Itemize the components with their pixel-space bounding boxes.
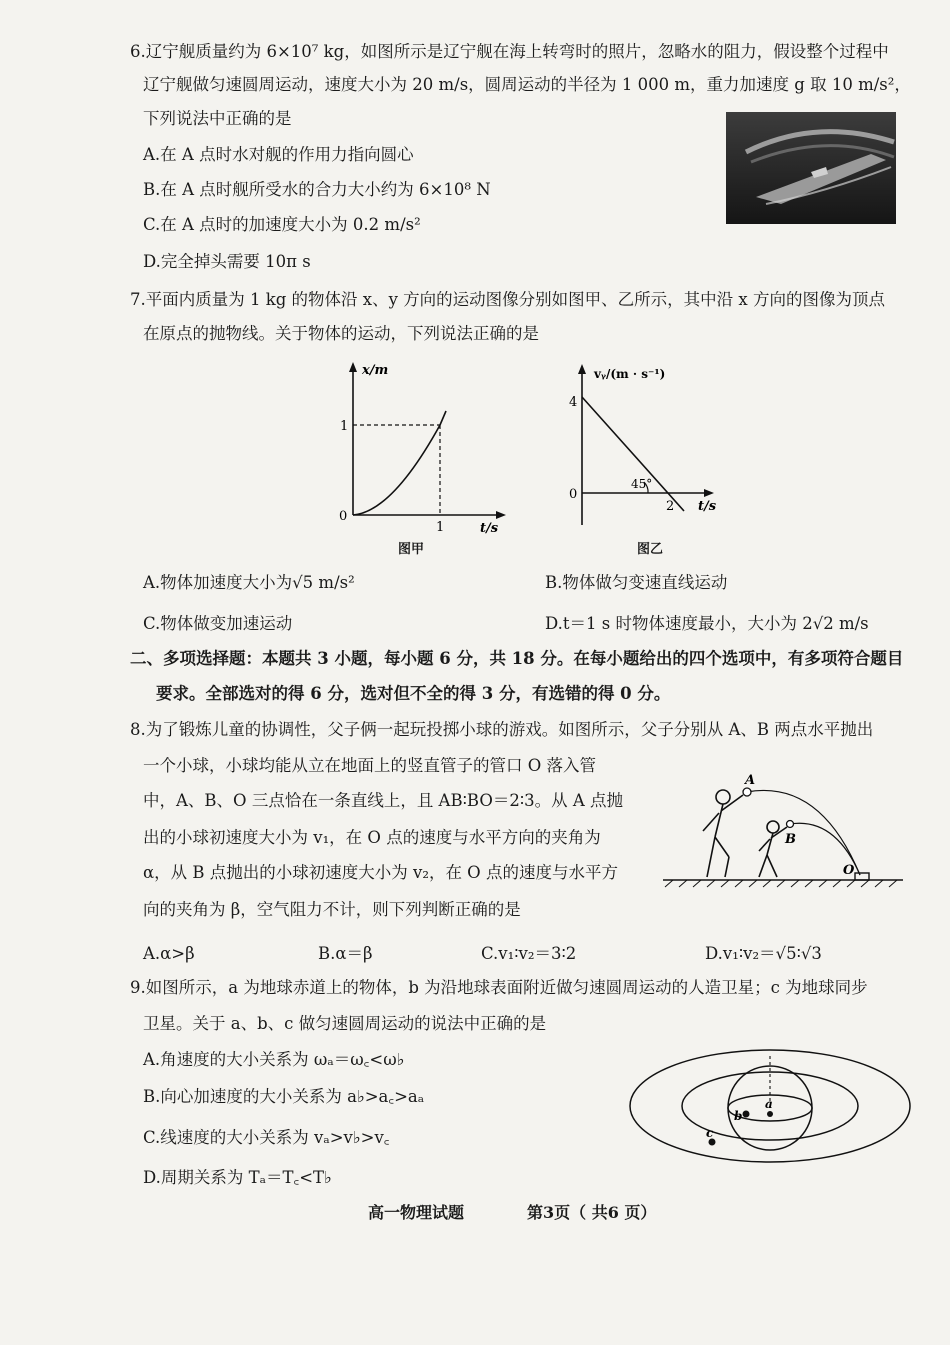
q7-stem-line2: 在原点的抛物线。关于物体的运动，下列说法正确的是 [143, 324, 539, 343]
graph-jia-x-label: t/s [480, 521, 499, 535]
q8-option-a: A.α>β [143, 944, 195, 963]
footer-page-number: 第3页（ 共6 页） [527, 1203, 657, 1222]
section2-heading-line1: 二、多项选择题：本题共 3 小题，每小题 6 分，共 18 分。在每小题给出的四个选项中，有多项符合题目 [130, 649, 904, 668]
q9-option-c: C.线速度的大小关系为 vₐ>v♭>v꜀ [143, 1128, 390, 1147]
figure-label-a-earth: a [765, 1097, 773, 1111]
graph-jia-y-label: x/m [362, 363, 389, 378]
q9-stem-line1: 9.如图所示，a 为地球赤道上的物体，b 为沿地球表面附近做匀速圆周运动的人造卫星；c 为地球同步 [130, 978, 868, 997]
q8-option-d: D.v₁∶v₂＝√5∶√3 [705, 944, 822, 963]
graph-yi-x-label: t/s [698, 499, 717, 514]
q9-option-d: D.周期关系为 Tₐ＝T꜀<T♭ [143, 1168, 332, 1187]
graph-yi-origin: 0 [569, 487, 578, 502]
q6-stem-line2: 辽宁舰做匀速圆周运动，速度大小为 20 m/s，圆周运动的半径为 1 000 m，重力加速度 g 取 10 m/s²， [143, 75, 911, 94]
q7-option-a: A.物体加速度大小为√5 m/s² [143, 573, 355, 592]
footer-subject: 高一物理试题 [368, 1203, 465, 1222]
q7-option-c: C.物体做变加速运动 [143, 614, 293, 633]
q6-option-a: A.在 A 点时水对舰的作用力指向圆心 [143, 145, 414, 164]
q7-option-b: B.物体做匀变速直线运动 [545, 573, 728, 592]
q6-option-d: D.完全掉头需要 10π s [143, 252, 311, 271]
q8-option-c: C.v₁∶v₂＝3∶2 [481, 944, 577, 963]
q8-stem-line2: 一个小球，小球均能从立在地面上的竖直管子的管口 O 落入管 [143, 756, 597, 775]
graph-jia-caption: 图甲 [398, 542, 425, 557]
section2-heading-line2: 要求。全部选对的得 6 分，选对但不全的得 3 分，有选错的得 0 分。 [156, 684, 671, 703]
q8-stem-line1: 8.为了锻炼儿童的协调性，父子俩一起玩投掷小球的游戏。如图所示，父子分别从 A、B 两点水平抛出 [130, 720, 874, 739]
graph-yi [560, 360, 740, 535]
father-son-throwing-figure [655, 765, 905, 890]
q9-stem-line2: 卫星。关于 a、b、c 做匀速圆周运动的说法中正确的是 [143, 1014, 547, 1033]
q6-option-b: B.在 A 点时舰所受水的合力大小约为 6×10⁸ N [143, 180, 491, 199]
q6-stem-line3: 下列说法中正确的是 [143, 109, 292, 128]
graph-jia-origin: 0 [339, 509, 348, 524]
figure-label-b: B [785, 832, 796, 847]
figure-label-a: A [745, 773, 756, 788]
figure-label-o: O [843, 863, 855, 878]
q7-stem-line1: 7.平面内质量为 1 kg 的物体沿 x、y 方向的运动图像分别如图甲、乙所示，其中沿 x 方向的图像为顶点 [130, 290, 885, 309]
q8-stem-line3: 中，A、B、O 三点恰在一条直线上，且 AB∶BO＝2∶3。从 A 点抛 [143, 791, 624, 810]
graph-yi-x-tick: 2 [666, 499, 675, 514]
graph-yi-angle: 45° [631, 477, 653, 491]
q8-stem-line6: 向的夹角为 β，空气阻力不计，则下列判断正确的是 [143, 900, 521, 919]
aircraft-carrier-photo [726, 112, 896, 224]
graph-jia [330, 360, 510, 535]
graph-yi-y-label: vᵧ/(m · s⁻¹) [594, 367, 666, 381]
earth-orbits-figure [620, 1038, 915, 1173]
graph-yi-y-tick: 4 [569, 395, 578, 410]
q6-option-c: C.在 A 点时的加速度大小为 0.2 m/s² [143, 215, 421, 234]
q9-option-a: A.角速度的大小关系为 ωₐ＝ω꜀<ω♭ [143, 1050, 405, 1069]
q9-option-b: B.向心加速度的大小关系为 a♭>a꜀>aₐ [143, 1087, 425, 1106]
graph-jia-y-tick: 1 [340, 419, 349, 434]
graph-yi-caption: 图乙 [637, 542, 664, 557]
q8-stem-line5: α，从 B 点抛出的小球初速度大小为 v₂，在 O 点的速度与水平方 [143, 863, 618, 882]
graph-jia-x-tick: 1 [436, 520, 445, 535]
figure-label-b-satellite: b [734, 1109, 743, 1123]
q7-option-d: D.t＝1 s 时物体速度最小，大小为 2√2 m/s [545, 614, 869, 633]
figure-label-c-satellite: c [706, 1126, 714, 1140]
q8-option-b: B.α＝β [318, 944, 373, 963]
q8-stem-line4: 出的小球初速度大小为 v₁，在 O 点的速度与水平方向的夹角为 [143, 828, 601, 847]
q6-stem-line1: 6.辽宁舰质量约为 6×10⁷ kg，如图所示是辽宁舰在海上转弯时的照片，忽略水的阻力，假设整个过程中 [130, 42, 889, 61]
